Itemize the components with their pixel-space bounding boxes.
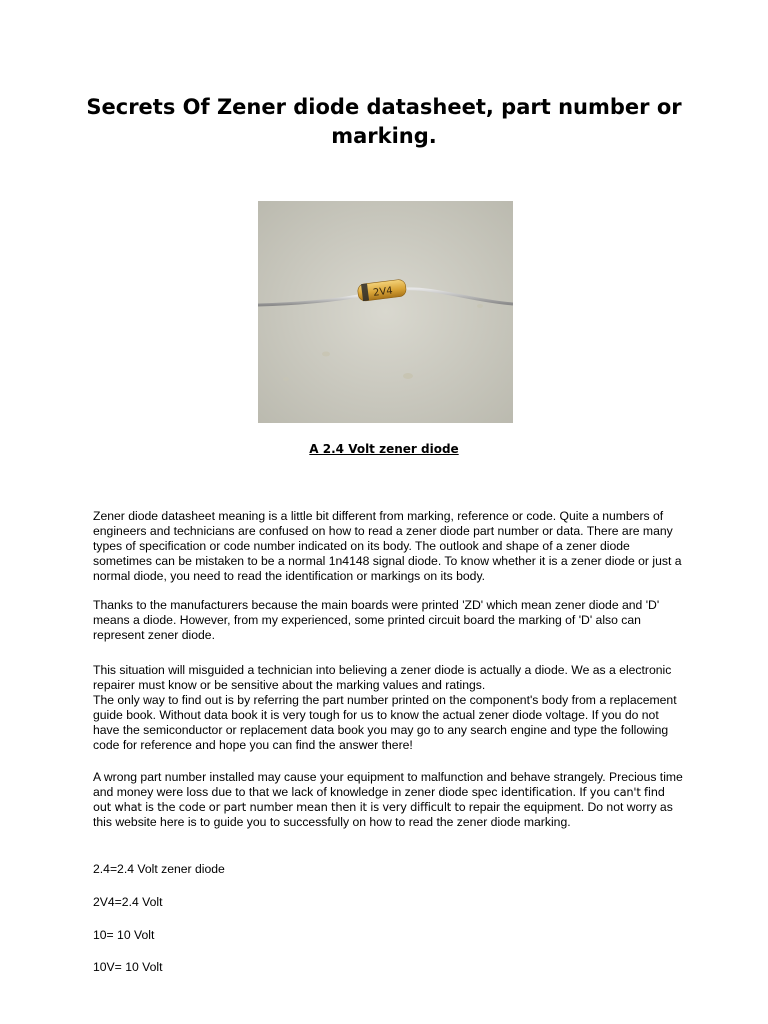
page-title: Secrets Of Zener diode datasheet, part number or marking. xyxy=(86,95,682,148)
zener-diode-photo xyxy=(258,201,513,423)
code-entry: 10= 10 Volt xyxy=(93,928,155,942)
code-entry: 2.4=2.4 Volt zener diode xyxy=(93,862,225,876)
paragraph xyxy=(93,770,683,830)
paragraph-part: identification. If you can't find out what is the code or part number mean then it is very difficult to xyxy=(93,784,665,814)
code-entry: 10V= 10 Volt xyxy=(93,960,163,974)
paragraph-part: repair the equipment. Do not worry as this website here is to guide you to successfully on how to read the zener diode marking. xyxy=(93,799,673,829)
code-entry: 2V4=2.4 Volt xyxy=(93,895,163,909)
paragraph: The only way to find out is by referring the part number printed on the component's body from a replacement guide book. Without data book it is very tough for us to know the actual zener diode voltage. If you do not have the semiconductor or replacement data book you may go to any search engine and type the following code for reference and hope you can find the answer there! xyxy=(93,693,677,752)
diode-marking-text: 2V4 xyxy=(372,285,394,299)
paragraph-part: A wrong part number installed may cause your equipment to malfunction and behave strangely. Precious time and money were loss due to that we lack of knowledge in zener diode spec xyxy=(93,770,683,799)
paragraph: Zener diode datasheet meaning is a little bit different from marking, reference or code. Quite a numbers of engineers and technicians are confused on how to read a zener diode part number or data. There are many types of specification or code number indicated on its body. The outlook and shape of a zener diode sometimes can be mistaken to be a normal 1n4148 signal diode. To know whether it is a zener diode or just a normal diode, you need to read the identification or markings on its body. xyxy=(93,509,682,583)
paragraph: This situation will misguided a technician into believing a zener diode is actually a diode. We as a electronic repairer must know or be sensitive about the marking values and ratings. xyxy=(93,663,672,692)
figure-caption: A 2.4 Volt zener diode xyxy=(309,442,459,456)
paragraph: Thanks to the manufacturers because the main boards were printed 'ZD' which mean zener diode and 'D' means a diode. However, from my experienced, some printed circuit board the marking of 'D' also can represent zener diode. xyxy=(93,598,660,642)
